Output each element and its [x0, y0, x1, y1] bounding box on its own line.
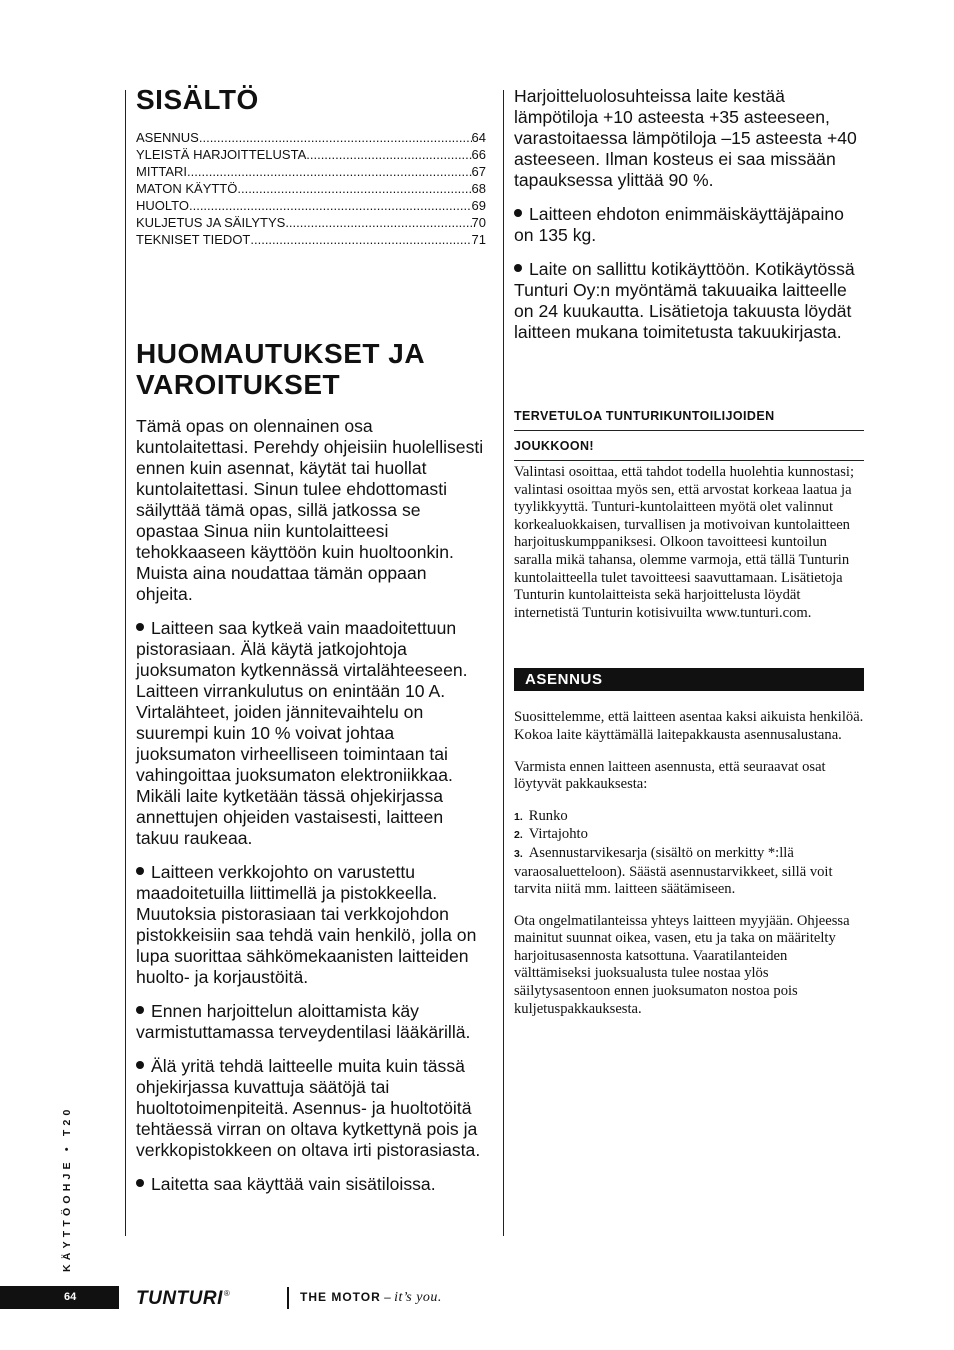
welcome-section	[514, 401, 864, 622]
toc-entry[interactable]	[136, 197, 486, 214]
toc-entry-page: 69	[471, 198, 486, 213]
warning-item	[136, 618, 486, 849]
brand-name: TUNTURI	[136, 1288, 223, 1309]
warning-text: Laite on sallittu kotikäyttöön. Kotikäytössä Tunturi Oy:n myöntämä takuuaika laitteelle on 24 kuukautta. Lisätietoja takuusta löydät laitteen mukana toimitetusta takuukirjasta.	[514, 259, 855, 342]
toc-entry-title: MATON KÄYTTÖ	[136, 181, 238, 196]
toc-leader	[250, 231, 471, 248]
warnings-title	[136, 338, 486, 400]
table-of-contents	[136, 129, 486, 248]
parts-list	[514, 808, 864, 899]
list-item-number: 1.	[514, 810, 523, 823]
list-item	[514, 845, 864, 899]
warnings-title-line2: VAROITUKSET	[136, 369, 341, 400]
toc-entry[interactable]	[136, 231, 486, 248]
toc-entry[interactable]	[136, 163, 486, 180]
column-divider-rule	[503, 90, 504, 1236]
list-item-number: 2.	[514, 829, 523, 842]
toc-leader	[187, 163, 472, 180]
toc-leader	[189, 197, 472, 214]
toc-entry-title: ASENNUS	[136, 130, 199, 145]
toc-leader	[285, 214, 471, 231]
toc-leader	[199, 129, 472, 146]
bullet-icon	[514, 264, 522, 272]
warnings-intro: Tämä opas on olennainen osa kuntolaitettasi. Perehdy ohjeisiin huolellisesti ennen kuin asennat, käytät tai huollat kuntolaitettasi. Sinun tulee ehdottomasti säilyttää tämä opas, sillä jatkossa se opastaa Sinua niin kuntolaitteesi tehokkaaseen käyttöön kuin huoltoonkin. Muista aina noudattaa tämän oppaan ohjeita.	[136, 416, 484, 604]
toc-entry-title: KULJETUS JA SÄILYTYS	[136, 215, 286, 230]
temperature-paragraph: Harjoitteluolosuhteissa laite kestää lämpötiloja +10 asteesta +35 asteeseen, varastoitaessa lämpötiloja –15 asteesta +40 asteeseen. Ilman kosteus ei saa missään tapauksessa ylittää 90 %.	[514, 86, 857, 190]
warnings-title-line1: HUOMAUTUKSET JA	[136, 338, 426, 369]
warning-text: Laitteen saa kytkeä vain maadoitettuun pistorasiaan. Älä käytä jatkojohtoja juoksumaton kytkennässä virtalähteeseen. Laitteen virrankulutus on enintään 10 A. Virtalähteet, joiden jännitevaihtelu on suurempi kuin 10 % voivat johtaa juoksumaton virheelliseen toimintaan tai vahingoittaa juoksumaton elektroniikkaa. Mikäli laite kytketään tässä ohjekirjassa annettujen ohjeiden vastaisesti, laitteen takuu raukeaa.	[136, 618, 468, 848]
assembly-paragraph: Varmista ennen laitteen asennusta, että seuraavat osat löytyvät pakkauksesta:	[514, 758, 826, 793]
toc-entry-title: TEKNISET TIEDOT	[136, 232, 251, 247]
list-item-text: Asennustarvikesarja (sisältö on merkitty *:llä varaosaluetteloon). Säästä asennustarvikkeet, sillä voit tarvita niitä mm. laitteen säätämiseen.	[514, 844, 833, 898]
warning-text: Ennen harjoittelun aloittamista käy varmistuttamassa terveydentilasi lääkärillä.	[136, 1001, 471, 1042]
bullet-icon	[136, 1061, 144, 1069]
side-label: KÄYTTÖOHJE • T20	[61, 1105, 73, 1272]
warning-item	[136, 862, 486, 988]
warning-text: Älä yritä tehdä laitteelle muita kuin tässä ohjekirjassa kuvattuja säätöjä tai huoltotoimenpiteitä. Asennus- ja huoltotöitä tehtäessä virran on oltava kytkettynä pois ja verkkopistokkeen on oltava irti pistorasiasta.	[136, 1056, 481, 1160]
list-item	[514, 826, 864, 845]
tagline-you: it’s you.	[394, 1290, 442, 1305]
welcome-heading-line2: JOUKKOON!	[514, 431, 864, 461]
bullet-icon	[136, 867, 144, 875]
toc-leader	[306, 146, 471, 163]
toc-title: SISÄLTÖ	[136, 84, 259, 115]
list-item-text: Runko	[528, 807, 568, 824]
toc-entry[interactable]	[136, 214, 486, 231]
bullet-icon	[136, 623, 144, 631]
toc-entry-title: HUOLTO	[136, 198, 189, 213]
list-item-number: 3.	[514, 847, 523, 860]
tagline-motor: THE MOTOR	[300, 1290, 381, 1304]
toc-entry[interactable]	[136, 180, 486, 197]
toc-entry-page: 71	[471, 232, 486, 247]
left-column	[136, 84, 486, 1195]
bullet-icon	[136, 1006, 144, 1014]
welcome-heading-line1: TERVETULOA TUNTURIKUNTOILIJOIDEN	[514, 401, 864, 431]
warnings-section	[136, 338, 486, 1195]
warning-item	[136, 1056, 486, 1161]
logo-separator	[287, 1287, 289, 1309]
warning-item	[136, 1001, 486, 1043]
list-item	[514, 808, 864, 827]
tagline	[300, 1290, 442, 1306]
toc-leader	[237, 180, 471, 197]
warning-text: Laitetta saa käyttää vain sisätiloissa.	[151, 1174, 436, 1194]
toc-entry-page: 70	[471, 215, 486, 230]
bullet-icon	[136, 1179, 144, 1187]
toc-entry-title: YLEISTÄ HARJOITTELUSTA	[136, 147, 307, 162]
page-number: 64	[0, 1286, 119, 1309]
toc-entry[interactable]	[136, 146, 486, 163]
toc-entry-page: 68	[471, 181, 486, 196]
warning-text: Laitteen ehdoton enimmäiskäyttäjäpaino on 135 kg.	[514, 204, 844, 245]
toc-entry-page: 66	[471, 147, 486, 162]
warning-item	[514, 204, 864, 246]
toc-entry[interactable]	[136, 129, 486, 146]
assembly-paragraph: Ota ongelmatilanteissa yhteys laitteen myyjään. Ohjeessa mainitut suunnat oikea, vasen, etu ja taka on määritelty harjoitusasennosta katsottuna. Vaaratilanteiden välttämiseksi juoksualusta tulee nostaa ylös säilytysasentoon ennen juoksumaton nostoa pois kuljetuspakkauksesta.	[514, 912, 850, 1017]
toc-entry-page: 67	[471, 164, 486, 179]
warning-item	[136, 1174, 486, 1195]
assembly-heading-bar: ASENNUS	[514, 668, 864, 691]
warning-item	[514, 259, 864, 343]
warning-text: Laitteen verkkojohto on varustettu maadoitetuilla liittimellä ja pistokkeella. Muutoksia pistorasiaan tai verkkojohdon pistokkeisiin saa tehdä vain henkilö, jolla on lupa suorittaa sähkömekaanisten laitteiden huolto- ja korjaustöitä.	[136, 862, 477, 987]
brand-logo	[136, 1288, 230, 1310]
welcome-text: Valintasi osoittaa, että tahdot todella huolehtia kunnostasi; valintasi osoittaa myös sen, että arvostat korkeaa laatua ja tyylikkyyttä. Tunturi-kuntolaitteen myötä olet valinnut korkealuokkaisen, turvallisen ja motivoivan kuntolaitteen harjoituskumppaniksesi. Olkoon tavoitteesi kuntoilun saralla mikä tahansa, olemme varmoja, että tällä Tunturin kuntolaitteella tulet tavoitteesi saavuttamaan. Lisätietoja Tunturin kuntolaitteista sekä harjoittelusta löydät internetistä Tunturin kotisivuilta www.tunturi.com.	[514, 464, 855, 621]
toc-entry-title: MITTARI	[136, 164, 188, 179]
list-item-text: Virtajohto	[528, 826, 588, 843]
assembly-paragraph: Suosittelemme, että laitteen asentaa kaksi aikuista henkilöä. Kokoa laite käyttämällä laitepakkausta asennusalustana.	[514, 709, 864, 743]
registered-mark: ®	[223, 1289, 230, 1298]
bullet-icon	[514, 209, 522, 217]
tagline-dash: –	[380, 1290, 395, 1304]
left-vertical-rule	[125, 90, 126, 1236]
toc-entry-page: 64	[471, 130, 486, 145]
right-column	[514, 86, 864, 1018]
